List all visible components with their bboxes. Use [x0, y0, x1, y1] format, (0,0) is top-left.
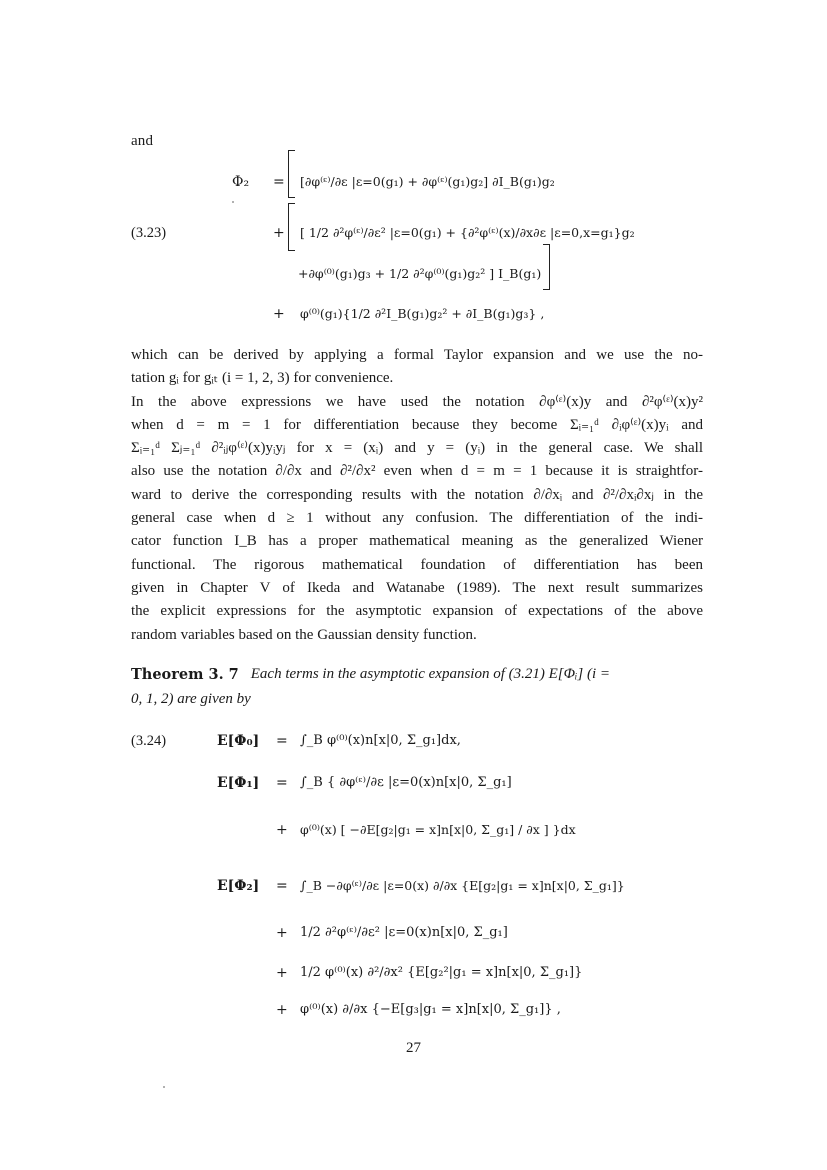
right-bracket [543, 244, 550, 290]
text-line: general case when d ≥ 1 without any confusion. The differentiation of the indi- [131, 510, 703, 527]
body-paragraph [131, 344, 703, 647]
eq-rhs: [∂φ⁽ᵋ⁾/∂ε |ε=0(g₁) + ∂φ⁽ᵋ⁾(g₁)g₂] ∂I_B(g₁)g₂ [300, 174, 555, 189]
eq-relation: = [276, 775, 288, 791]
scan-speck [232, 201, 234, 203]
eq-rhs: [ 1/2 ∂²φ⁽ᵋ⁾/∂ε² |ε=0(g₁) + {∂²φ⁽ᵋ⁾(x)/∂x∂ε |ε=0,x=g₁}g₂ [300, 225, 635, 240]
eq-relation: + [276, 925, 288, 941]
eq-relation: + [276, 965, 288, 981]
page-number: 27 [406, 1040, 421, 1056]
text-line: when d = m = 1 for differentiation because they become Σᵢ₌₁ᵈ ∂ᵢφ⁽ᵋ⁾(x)yᵢ and [131, 416, 703, 433]
equation-number: (3.23) [131, 225, 167, 241]
eq-rhs: 1/2 ∂²φ⁽ᵋ⁾/∂ε² |ε=0(x)n[x|0, Σ_g₁] [300, 925, 508, 940]
theorem-heading: Theorem 3. 7 [131, 666, 239, 683]
eq-lhs: E[Φ₂] [217, 878, 260, 894]
eq-lhs: Φ₂ [232, 174, 250, 190]
eq-relation: = [276, 733, 288, 749]
eq-rhs: ∫_B φ⁽⁰⁾(x)n[x|0, Σ_g₁]dx, [300, 733, 461, 748]
eq-rhs: ∫_B { ∂φ⁽ᵋ⁾/∂ε |ε=0(x)n[x|0, Σ_g₁] [300, 775, 512, 790]
intro-word: and [131, 133, 154, 149]
left-bracket [288, 203, 295, 251]
theorem-text: 0, 1, 2) are given by [131, 691, 251, 707]
eq-rhs: ∫_B −∂φ⁽ᵋ⁾/∂ε |ε=0(x) ∂/∂x {E[g₂|g₁ = x]n[x|0, Σ_g₁]} [300, 878, 625, 893]
text-line: tation gᵢ for gᵢₜ (i = 1, 2, 3) for convenience. [131, 370, 394, 387]
eq-relation: = [276, 878, 288, 894]
eq-lhs: E[Φ₀] [217, 733, 260, 749]
text-line: the explicit expressions for the asymptotic expansion of expectations of the above [131, 603, 703, 620]
scan-speck [163, 1086, 165, 1088]
equation-number: (3.24) [131, 733, 167, 749]
text-line: given in Chapter V of Ikeda and Watanabe (1989). The next result summarizes [131, 579, 703, 596]
theorem-statement [131, 662, 703, 712]
text-line: random variables based on the Gaussian density function. [131, 626, 477, 643]
eq-rhs: φ⁽⁰⁾(g₁){1/2 ∂²I_B(g₁)g₂² + ∂I_B(g₁)g₃} , [300, 306, 545, 321]
eq-relation: + [276, 822, 288, 838]
text-line: functional. The rigorous mathematical foundation of differentiation has been [131, 556, 703, 573]
eq-rhs: 1/2 φ⁽⁰⁾(x) ∂²/∂x² {E[g₂²|g₁ = x]n[x|0, Σ_g₁]} [300, 965, 583, 980]
text-line: Σᵢ₌₁ᵈ Σⱼ₌₁ᵈ ∂²ᵢⱼφ⁽ᵋ⁾(x)yᵢyⱼ for x = (xᵢ) and y = (yᵢ) in the general case. We shall [131, 440, 703, 457]
text-line: In the above expressions we have used the notation ∂φ⁽ᵋ⁾(x)y and ∂²φ⁽ᵋ⁾(x)y² [131, 393, 703, 410]
text-line: ward to derive the corresponding results with the notation ∂/∂xᵢ and ∂²/∂xᵢ∂xⱼ in the [131, 486, 703, 503]
left-bracket [288, 150, 295, 198]
eq-relation: + [276, 1002, 288, 1018]
eq-rhs: φ⁽⁰⁾(x) ∂/∂x {−E[g₃|g₁ = x]n[x|0, Σ_g₁]} , [300, 1002, 561, 1017]
text-line: also use the notation ∂/∂x and ∂²/∂x² even when d = m = 1 because it is straightfor- [131, 463, 703, 480]
eq-rhs: φ⁽⁰⁾(x) [ −∂E[g₂|g₁ = x]n[x|0, Σ_g₁] / ∂x ] }dx [300, 822, 576, 837]
theorem-text: Each terms in the asymptotic expansion of (3.21) E[Φᵢ] (i = [250, 666, 611, 682]
eq-rhs: +∂φ⁽⁰⁾(g₁)g₃ + 1/2 ∂²φ⁽⁰⁾(g₁)g₂² ] I_B(g₁) [298, 266, 542, 281]
eq-relation: + [273, 225, 285, 241]
eq-lhs: E[Φ₁] [217, 775, 260, 791]
eq-relation: + [273, 306, 285, 322]
eq-relation: = [273, 174, 285, 190]
text-line: cator function I_B has a proper mathematical meaning as the generalized Wiener [131, 533, 703, 550]
text-line: which can be derived by applying a formal Taylor expansion and we use the no- [131, 347, 703, 363]
